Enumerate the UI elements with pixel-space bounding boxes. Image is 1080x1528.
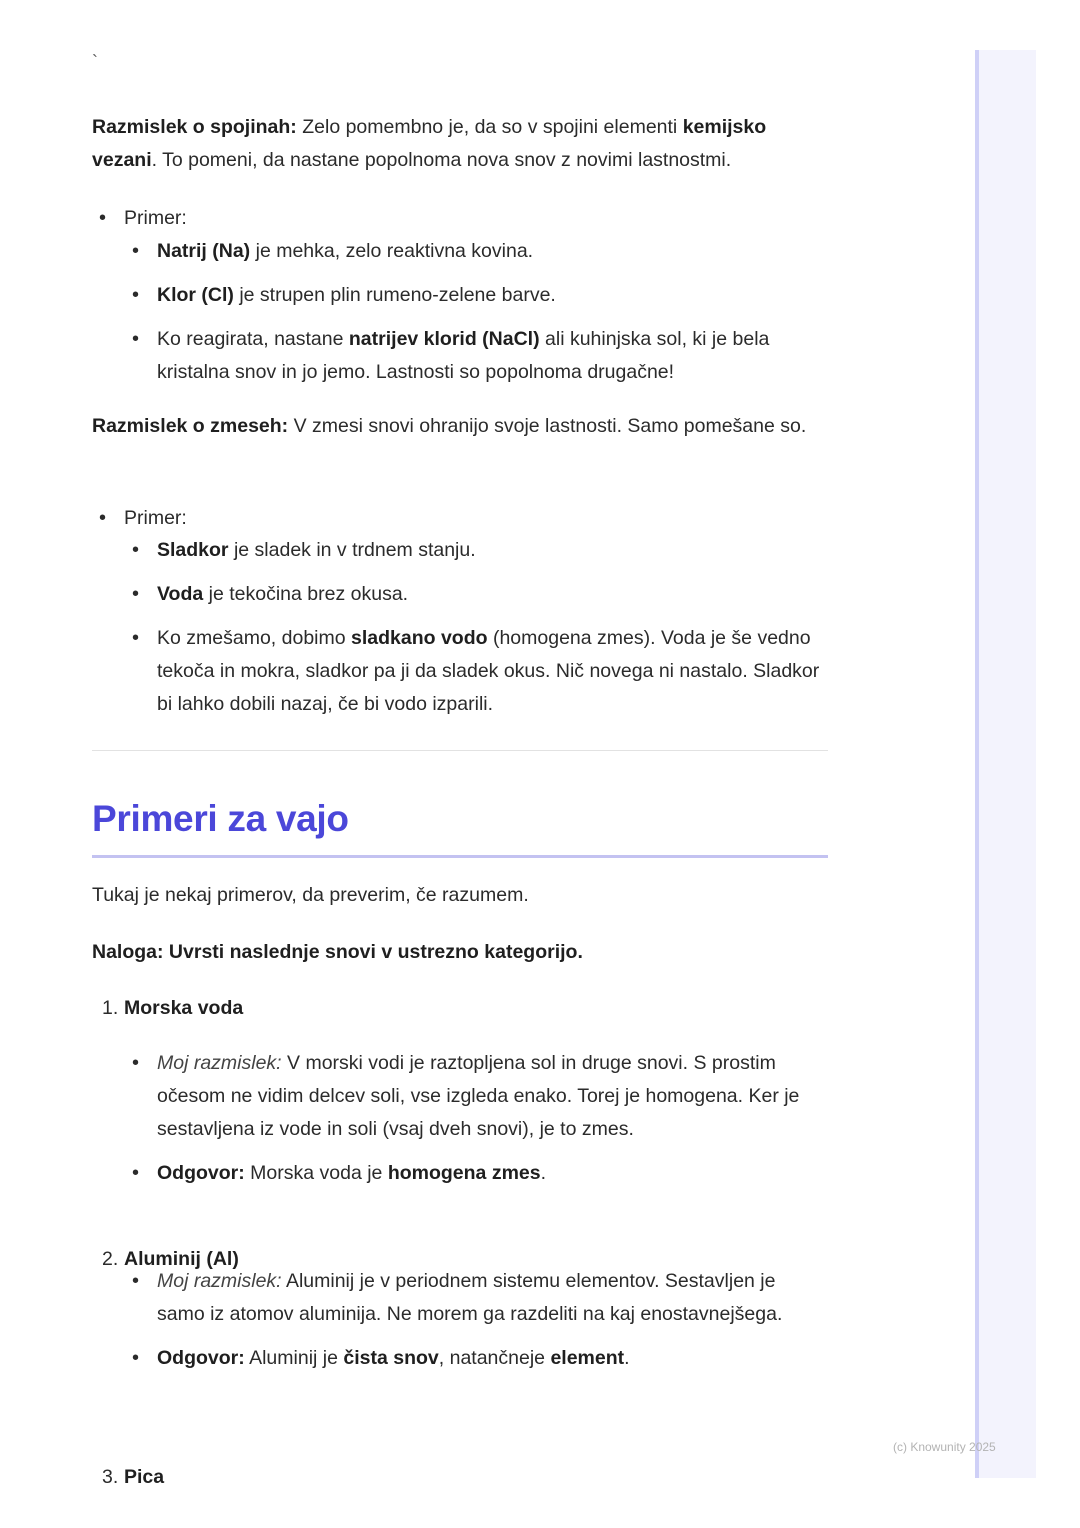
list-item: • Ko zmešamo, dobimo sladkano vodo (homogena zmes). Voda je še vedno tekoča in mokra, sladkor pa ji da sladek okus. Nič novega ni nastalo. Sladkor bi lahko dobili nazaj, če bi vodo izparili. <box>92 622 828 721</box>
list-item: • Odgovor: Aluminij je čista snov, natančneje element. <box>92 1342 828 1375</box>
mixtures-paragraph: Razmislek o zmeseh: V zmesi snovi ohranijo svoje lastnosti. Samo pomešane so. <box>92 415 807 437</box>
list-item: • Primer: <box>92 502 828 535</box>
exercise-1-list <box>92 1047 828 1201</box>
list-item: • Odgovor: Morska voda je homogena zmes. <box>92 1157 828 1190</box>
mixtures-example-list <box>92 502 828 535</box>
list-item: • Klor (Cl) je strupen plin rumeno-zelene barve. <box>92 279 828 312</box>
compounds-term: kemijsko vezani <box>92 116 767 171</box>
compounds-paragraph: Razmislek o spojinah: Zelo pomembno je, da so v spojini elementi kemijsko vezani. To pomeni, da nastane popolnoma nova snov z novimi lastnostmi. <box>92 116 767 171</box>
section-heading: Primeri za vajo <box>92 798 349 839</box>
list-item: • Natrij (Na) je mehka, zelo reaktivna kovina. <box>92 235 828 268</box>
exercise-3-title: 3. Pica <box>102 1466 165 1488</box>
heading-underline <box>92 855 828 858</box>
compounds-lead: Razmislek o spojinah: <box>92 116 297 138</box>
stray-mark: ` <box>92 52 98 72</box>
list-item: • Sladkor je sladek in v trdnem stanju. <box>92 534 828 567</box>
mixtures-lead: Razmislek o zmeseh: <box>92 415 289 437</box>
list-item: • Ko reagirata, nastane natrijev klorid (NaCl) ali kuhinjska sol, ki je bela kristalna snov in jo jemo. Lastnosti so popolnoma drugačne! <box>92 323 828 389</box>
exercise-2-title: 2. Aluminij (Al) <box>102 1248 239 1270</box>
task-instruction: Naloga: Uvrsti naslednje snovi v ustrezno kategorijo. <box>92 941 583 963</box>
list-item: • Primer: <box>92 202 828 235</box>
document-content <box>92 0 828 1488</box>
compounds-sublist <box>92 235 828 400</box>
exercise-2-list <box>92 1265 828 1386</box>
mixtures-sublist <box>92 534 828 732</box>
section-divider <box>92 750 828 751</box>
copyright-footer: (c) Knowunity 2025 <box>893 1440 996 1454</box>
compounds-example-list <box>92 202 828 235</box>
list-item: • Moj razmislek: Aluminij je v periodnem sistemu elementov. Sestavljen je samo iz atomov aluminija. Ne morem ga razdeliti na kaj enostavnejšega. <box>92 1265 828 1331</box>
list-item: • Moj razmislek: V morski vodi je raztopljena sol in druge snovi. S prostim očesom ne vidim delcev soli, vse izgleda enako. Torej je homogena. Ker je sestavljena iz vode in soli (vsaj dveh snovi), je to zmes. <box>92 1047 828 1146</box>
side-panel <box>975 50 1036 1478</box>
exercise-1-title: 1. Morska voda <box>102 997 244 1019</box>
list-item: • Voda je tekočina brez okusa. <box>92 578 828 611</box>
section-intro: Tukaj je nekaj primerov, da preverim, če razumem. <box>92 884 529 906</box>
